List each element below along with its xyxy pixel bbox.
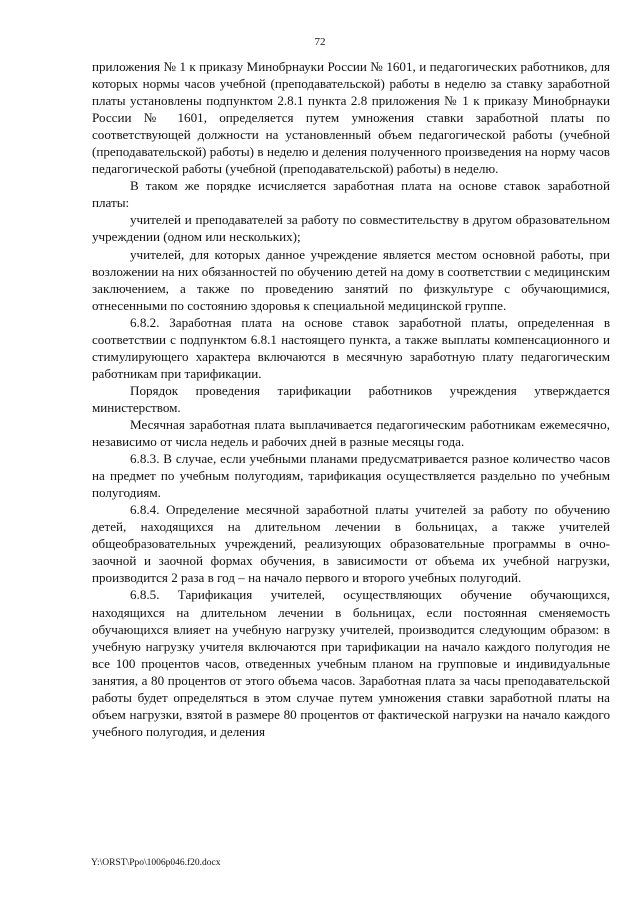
footer-file-path: Y:\ORST\Ppo\1006p046.f20.docx — [91, 858, 221, 868]
paragraph: Порядок проведения тарификации работников учреждения утверждается министерством. — [92, 382, 610, 415]
paragraph: 6.8.3. В случае, если учебными планами предусматривается разное количество часов на предмет по учебным полугодиям, тарификация осуществляется раздельно по учебным полугодиям. — [92, 451, 610, 501]
paragraph: В таком же порядке исчисляется заработная плата на основе ставок заработной платы: — [92, 178, 610, 211]
paragraph: Месячная заработная плата выплачивается педагогическим работникам ежемесячно, независимо от числа недель и рабочих дней в разные месяцы года. — [92, 416, 610, 450]
document-body — [92, 58, 610, 740]
paragraph: учителей и преподавателей за работу по совместительству в другом образовательном учреждении (одном или нескольких); — [92, 212, 610, 245]
paragraph: 6.8.4. Определение месячной заработной платы учителей за работу по обучению детей, находящихся на длительном лечении в больницах, а также учителей общеобразовательных учреждений, реализующих образовательные программы в очно-заочной и заочной формах обучения, в зависимости от объема их учебной нагрузки, производится 2 раза в год – на начало первого и второго учебных полугодий. — [92, 502, 610, 586]
paragraph: 6.8.2. Заработная плата на основе ставок заработной платы, определенная в соответствии с подпунктом 6.8.1 настоящего пункта, а также выплаты компенсационного и стимулирующего характера включаются в месячную заработную плату педагогическим работникам при тарификации. — [92, 314, 610, 381]
page-number: 72 — [314, 36, 326, 48]
paragraph: учителей, для которых данное учреждение является местом основной работы, при возложении на них обязанностей по обучению детей на дому в соответствии с медицинским заключением, а также по проведению занятий по физкультуре с обучающимися, отнесенными по состоянию здоровья к специальной медицинской группе. — [92, 246, 610, 313]
paragraph: 6.8.5. Тарификация учителей, осуществляющих обучение обучающихся, находящихся на длительном лечении в больницах, если постоянная сменяемость обучающихся влияет на учебную нагрузку учителей, производится следующим образом: в учебную нагрузку учителя включаются при тарификации на начало каждого полугодия не все 100 процентов часов, отведенных учебным планом на групповые и индивидуальные занятия, а 80 процентов от этого объема часов. Заработная плата за часы преподавательской работы будет определяться в этом случае путем умножения ставки заработной платы на объем нагрузки, взятой в размере 80 процентов от фактической нагрузки на начало каждого учебного полугодия, и деления — [92, 587, 610, 739]
paragraph: приложения № 1 к приказу Минобрнауки России № 1601, и педагогических работников, для которых нормы часов учебной (преподавательской) работы в неделю за ставку заработной платы установлены подпунктом 2.8.1 пункта 2.8 приложения № 1 к приказу Минобрнауки России № 1601, определяется путем умножения ставки заработной платы по соответствующей должности на установленный объем педагогической работы (учебной (преподавательской) работы) в неделю и деления полученного произведения на норму часов педагогической работы (учебной (преподавательской) работы) в неделю. — [92, 59, 610, 177]
